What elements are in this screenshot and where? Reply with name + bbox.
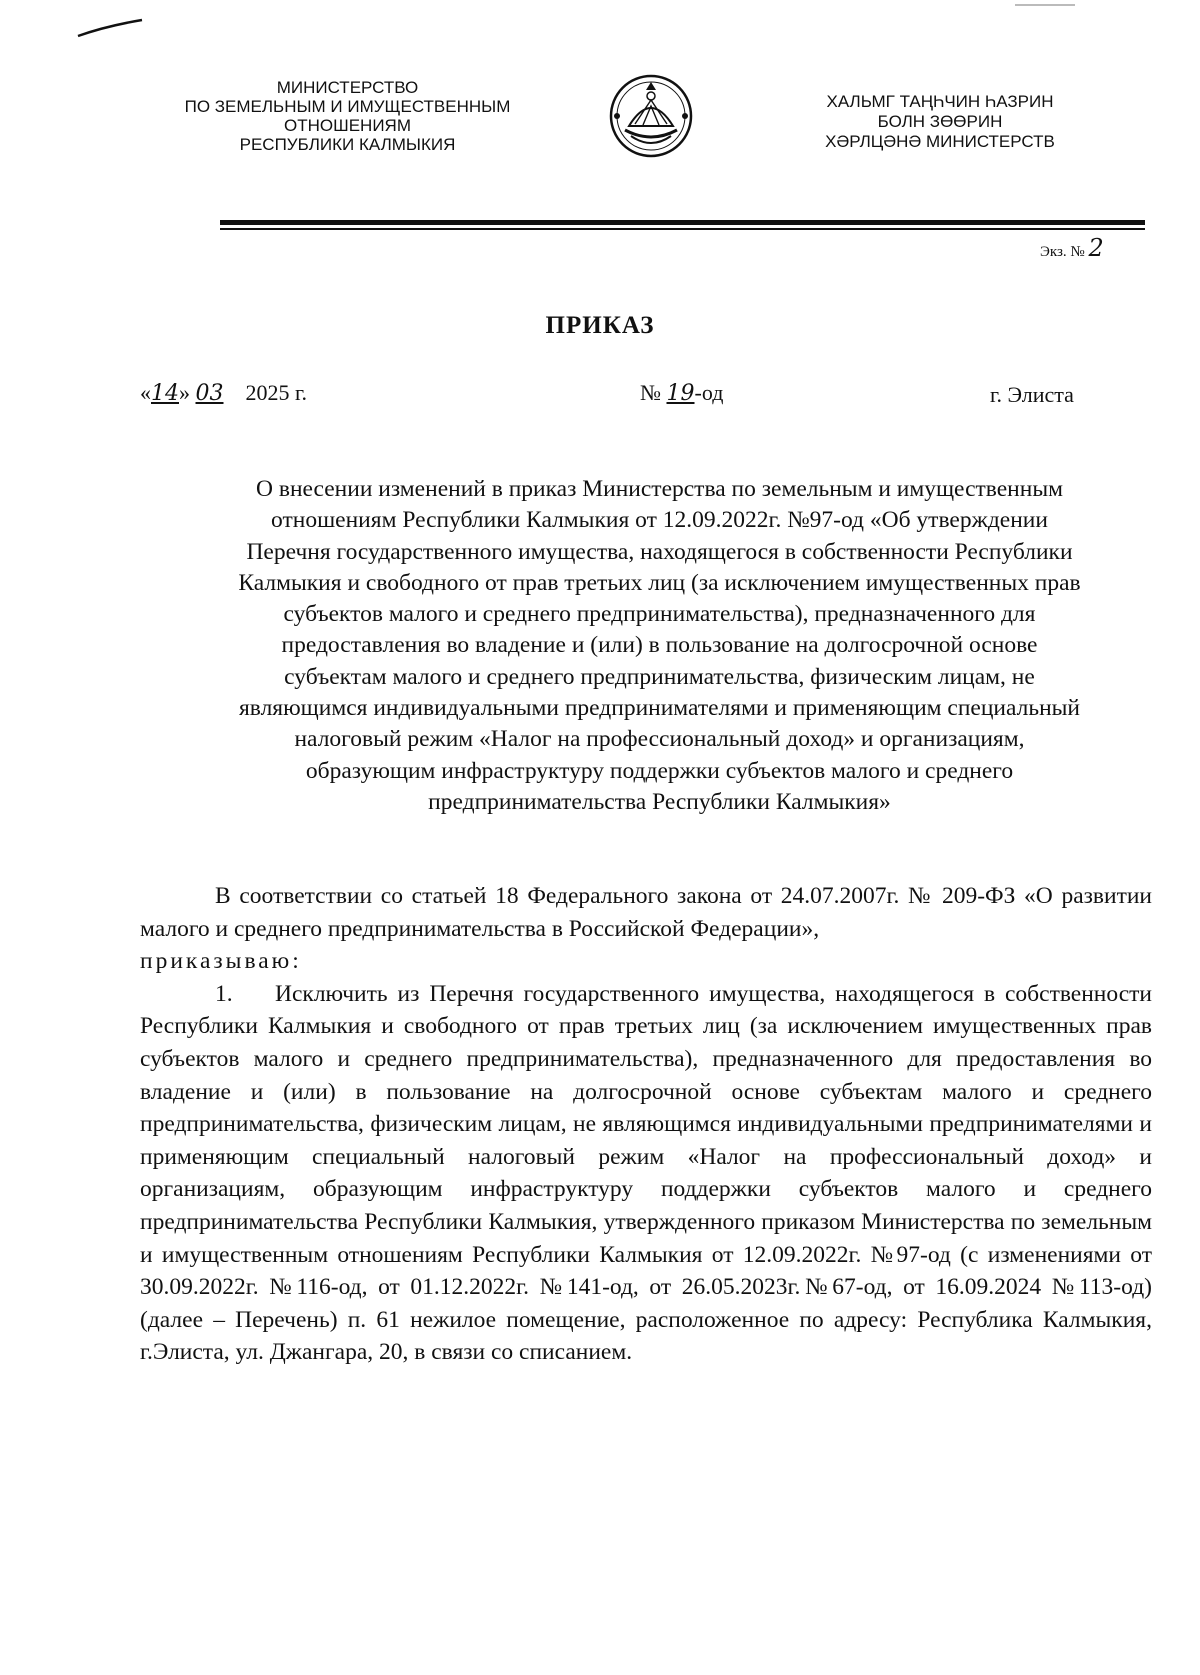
subject-line: предоставления во владение и (или) в пользование на долгосрочной основе: [281, 632, 1038, 659]
item-text: Исключить из Перечня государственного имущества, находящегося в собственности Республики Калмыкия и свободного от прав третьих лиц (за исключением имущественных прав субъектов малого и среднего предпринимательства), предназначенного для предоставления во владение и (или) в пользование на долгосрочной основе субъектам малого и среднего предпринимательства, физическим лицам, не являющимся индивидуальными предпринимателями и применяющим специальный налоговый режим «Налог на профессиональный доход» и организациям, образующим инфраструктуру поддержки субъектов малого и среднего предпринимательства Республики Калмыкия, утвержденного приказом Министерства по земельным и имущественным отношениям Республики Калмыкия от 12.09.2022г. №97-од (с изменениями от 30.09.2022г. №116-од, от 01.12.2022г. №141-од, от 26.05.2023г.№67-од, от 16.09.2024 №113-од) (далее – Перечень) п. 61 нежилое помещение, расположенное по адресу: Республика Калмыкия, г.Элиста, ул. Джангара, 20, в связи со списанием.: [140, 980, 1152, 1366]
subject-line: Перечня государственного имущества, находящегося в собственности Республики: [246, 538, 1073, 565]
date-close-quote: »: [179, 380, 190, 405]
preamble-paragraph: В соответствии со статьей 18 Федерального закона от 24.07.2007г. № 209-ФЗ «О развитии малого и среднего предпринимательства в Российской Федерации»,: [140, 883, 1152, 942]
ministry-name-kalmyk: [790, 92, 1090, 152]
date-day: 14: [151, 381, 179, 406]
ministry-ru-line: РЕСПУБЛИКИ КАЛМЫКИЯ: [239, 135, 456, 154]
number-value: 19: [666, 381, 695, 406]
ministry-name-russian: [140, 78, 555, 154]
ministry-kalmyk-line: ХАЛЬМГ ТАҢҺЧИН ҺАЗРИН: [826, 92, 1054, 111]
order-item-1: [140, 978, 1152, 1369]
order-word: приказываю:: [140, 948, 302, 975]
copy-number: [1040, 234, 1160, 262]
ministry-kalmyk-line: БОЛН ЗӨӨРИН: [877, 112, 1003, 131]
ministry-ru-line: ОТНОШЕНИЯМ: [284, 116, 411, 135]
date-month: 03: [195, 381, 224, 406]
order-city: г. Элиста: [990, 382, 1074, 407]
ministry-ru-line: ПО ЗЕМЕЛЬНЫМ И ИМУЩЕСТВЕННЫМ: [184, 97, 511, 116]
order-subject: [152, 474, 1167, 818]
number-prefix: №: [640, 380, 661, 405]
copy-number-value: 2: [1088, 234, 1104, 262]
order-body: [140, 880, 1152, 1369]
document-title: ПРИКАЗ: [545, 312, 655, 339]
subject-line: субъектов малого и среднего предпринимательства), предназначенного для: [283, 601, 1036, 628]
subject-line: предпринимательства Республики Калмыкия»: [428, 788, 891, 815]
date-year: 2025 г.: [245, 380, 308, 405]
ministry-kalmyk-line: ХӘРЛЦӘНӘ МИНИСТЕРСТВ: [825, 132, 1055, 151]
number-suffix: -од: [694, 380, 724, 405]
item-number: 1.: [215, 980, 233, 1007]
subject-line: являющимся индивидуальными предпринимателями и применяющим специальный: [238, 695, 1081, 722]
subject-line: образующим инфраструктуру поддержки субъектов малого и среднего: [305, 757, 1014, 784]
subject-line: налоговый режим «Налог на профессиональный доход» и организациям,: [294, 726, 1025, 753]
header-divider-thin: [220, 228, 1145, 230]
copy-number-label: Экз. №: [1040, 244, 1085, 260]
pen-stroke-mark: [76, 14, 146, 40]
order-date: [140, 380, 307, 406]
order-number: [640, 380, 723, 406]
subject-line: субъектам малого и среднего предпринимательства, физическим лицам, не: [284, 663, 1035, 690]
ministry-ru-line: МИНИСТЕРСТВО: [276, 78, 419, 97]
subject-line: Калмыкия и свободного от прав третьих лиц (за исключением имущественных прав: [238, 569, 1081, 596]
subject-line: отношениям Республики Калмыкия от 12.09.2022г. №97-од «Об утверждении: [271, 507, 1048, 534]
coat-of-arms-emblem: [605, 70, 697, 162]
subject-line: О внесении изменений в приказ Министерства по земельным и имущественным: [256, 476, 1063, 502]
header-divider-thick: [220, 220, 1145, 225]
date-open-quote: «: [140, 380, 151, 405]
scan-artifact-line: [1015, 4, 1075, 6]
